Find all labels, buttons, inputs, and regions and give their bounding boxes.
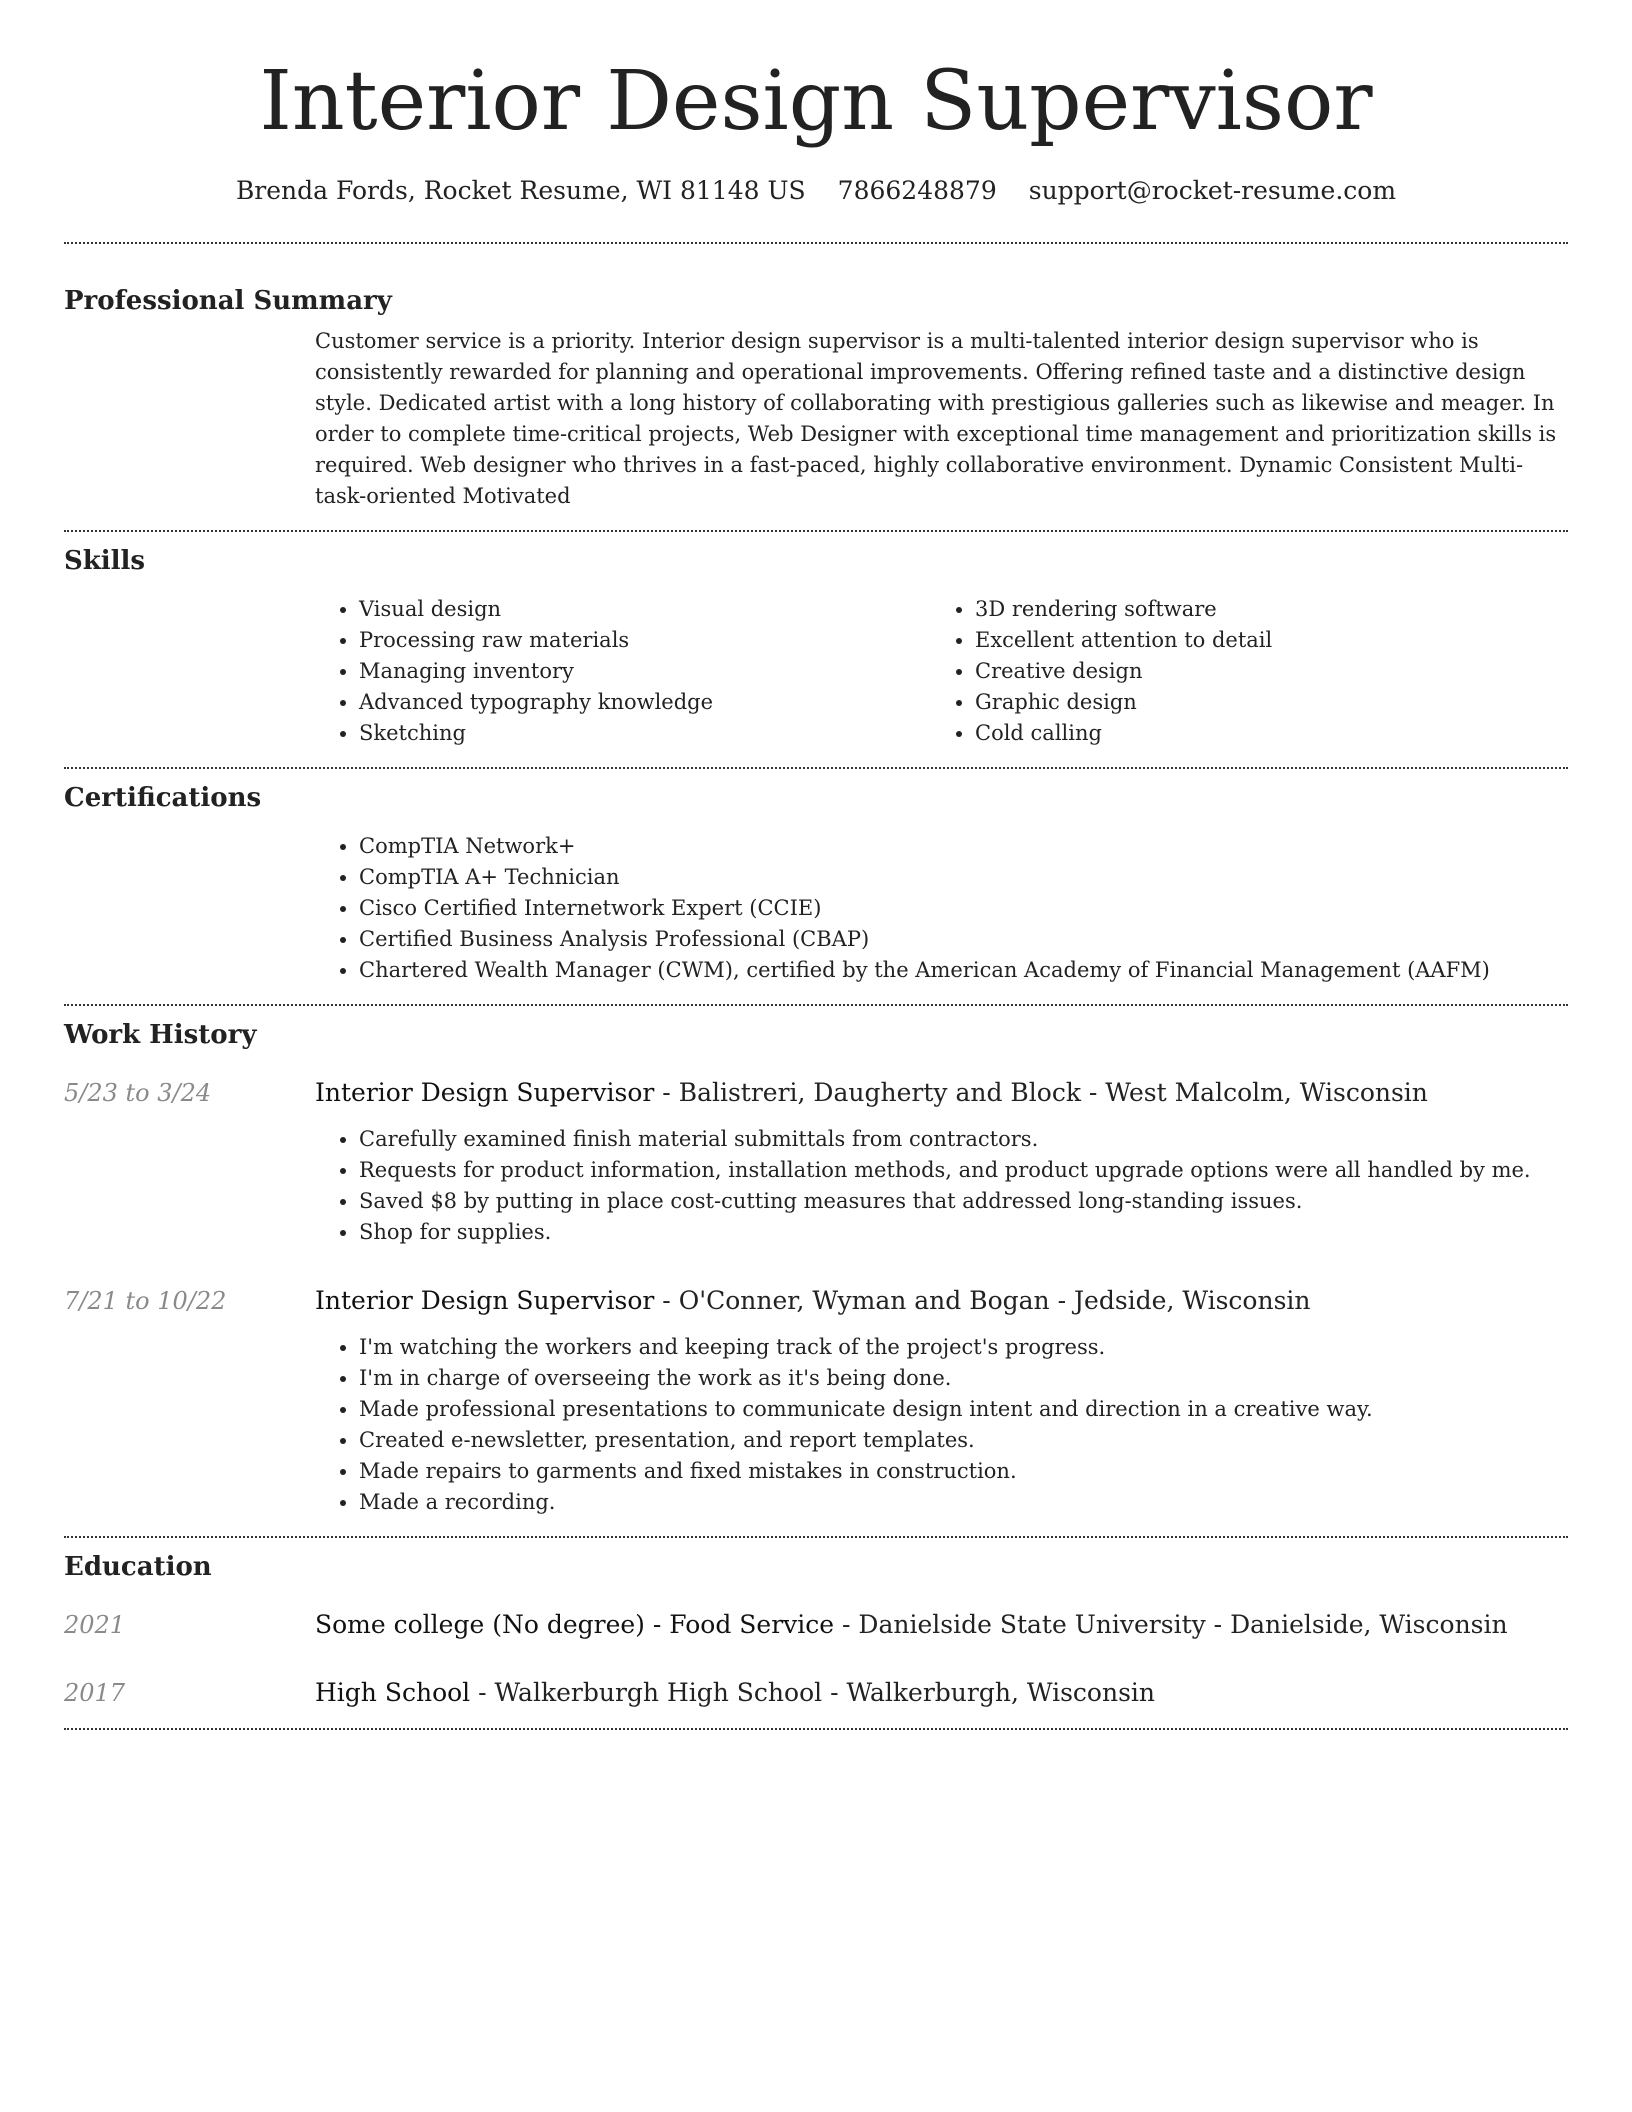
skills-heading: Skills [64, 546, 146, 576]
job-title: Interior Design Supervisor [315, 1286, 655, 1315]
job-dates: 7/21 to 10/22 [64, 1287, 227, 1315]
education-details: - Danielside State University - Danielside, Wisconsin [834, 1610, 1508, 1639]
list-item: • Processing raw materials [359, 625, 975, 656]
list-item: • Made a recording. [359, 1487, 1568, 1518]
skills-list-left [315, 594, 975, 749]
list-item: • Chartered Wealth Manager (CWM), certified by the American Academy of Financial Management (AAFM) [359, 955, 1568, 986]
section-divider [64, 1728, 1568, 1730]
job-bullets [315, 1332, 1568, 1518]
list-item: • Made professional presentations to communicate design intent and direction in a creative way. [359, 1394, 1568, 1425]
contact-email[interactable]: support@rocket-resume.com [1028, 176, 1397, 205]
list-item: • Excellent attention to detail [975, 625, 1591, 656]
summary-text: Customer service is a priority. Interior design supervisor is a multi-talented interior design supervisor who is consistently rewarded for planning and operational improvements. Offering refined taste and a distinctive design style. Dedicated artist with a long history of collaborating with prestigious galleries such as likewise and meager. In order to complete time-critical projects, Web Designer with exceptional time management and prioritization skills is required. Web designer who thrives in a fast-paced, highly collaborative environment. Dynamic Consistent Multi-task-oriented Motivated [315, 329, 1557, 508]
education-heading: Education [64, 1552, 212, 1582]
summary-row [64, 326, 1568, 512]
contact-phone: 7866248879 [837, 176, 997, 205]
job-heading [315, 1076, 1568, 1110]
list-item: • I'm watching the workers and keeping track of the project's progress. [359, 1332, 1568, 1363]
list-item: • Creative design [975, 656, 1591, 687]
job-title: Interior Design Supervisor [315, 1078, 655, 1107]
work-heading: Work History [64, 1020, 257, 1050]
job-heading [315, 1284, 1568, 1318]
job-bullets [315, 1124, 1568, 1248]
job-entry [64, 1284, 1568, 1518]
education-heading-line [315, 1608, 1568, 1642]
list-item: • Advanced typography knowledge [359, 687, 975, 718]
education-year: 2021 [64, 1611, 126, 1639]
job-dates: 5/23 to 3/24 [64, 1079, 212, 1107]
list-item: • Visual design [359, 594, 975, 625]
skills-list-right [975, 594, 1591, 749]
job-details: - Balistreri, Daugherty and Block - West Malcolm, Wisconsin [654, 1078, 1428, 1107]
list-item: • Managing inventory [359, 656, 975, 687]
list-item: • Certified Business Analysis Professional (CBAP) [359, 924, 1568, 955]
summary-heading: Professional Summary [64, 286, 392, 316]
list-item: • I'm in charge of overseeing the work as it's being done. [359, 1363, 1568, 1394]
list-item: • Cisco Certified Internetwork Expert (CCIE) [359, 893, 1568, 924]
contact-address: Brenda Fords, Rocket Resume, WI 81148 US [235, 176, 806, 205]
list-item: • Saved $8 by putting in place cost-cutting measures that addressed long-standing issues. [359, 1186, 1568, 1217]
list-item: • Shop for supplies. [359, 1217, 1568, 1248]
education-year: 2017 [64, 1679, 126, 1707]
list-item: • Carefully examined finish material submittals from contractors. [359, 1124, 1568, 1155]
list-item: • Made repairs to garments and fixed mistakes in construction. [359, 1456, 1568, 1487]
list-item: • 3D rendering software [975, 594, 1591, 625]
list-item: • Cold calling [975, 718, 1591, 749]
education-degree: Some college (No degree) - Food Service [315, 1610, 835, 1639]
list-item: • Sketching [359, 718, 975, 749]
page-title: Interior Design Supervisor [259, 54, 1373, 149]
education-details: - Walkerburgh High School - Walkerburgh, Wisconsin [470, 1678, 1156, 1707]
skills-row [64, 594, 1568, 749]
certifications-row [64, 831, 1568, 986]
list-item: • Requests for product information, installation methods, and product upgrade options were all handled by me. [359, 1155, 1568, 1186]
job-details: - O'Conner, Wyman and Bogan - Jedside, Wisconsin [654, 1286, 1311, 1315]
education-degree: High School [315, 1678, 471, 1707]
list-item: • Graphic design [975, 687, 1591, 718]
certifications-list [315, 831, 1568, 986]
contact-line [64, 174, 1568, 208]
list-item: • Created e-newsletter, presentation, and report templates. [359, 1425, 1568, 1456]
list-item: • CompTIA Network+ [359, 831, 1568, 862]
education-entry [64, 1676, 1568, 1710]
education-heading-line [315, 1676, 1568, 1710]
certifications-heading: Certifications [64, 783, 262, 813]
job-entry [64, 1076, 1568, 1248]
list-item: • CompTIA A+ Technician [359, 862, 1568, 893]
education-entry [64, 1608, 1568, 1642]
